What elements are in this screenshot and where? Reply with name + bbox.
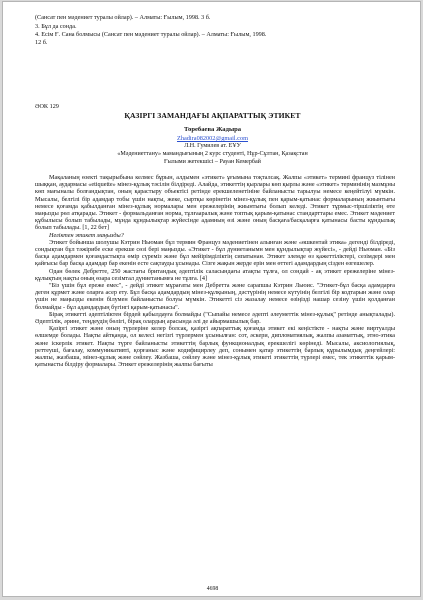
page-number: 4698: [206, 586, 219, 592]
section-question: Неліктен этикет маңызды?: [49, 231, 124, 239]
author-supervisor: Ғылыми жетекшісі – Рауан Кемербай: [164, 159, 261, 165]
author-university: Л.Н. Гумилев ат. ЕҰУ: [184, 143, 241, 149]
paragraph: "Біз үшін бұл ереже емес", - дейді этикет мұрағаты мен Дебретта және сарапшы Кэтрин Льюис. "Этикет-бұл басқа адамдарға деген құрмет және оларға асер ету. Бұл басқа адамдардың мінез-құлқының, дәстүрінің немесе күтуінің белгілі бір кодтарын және олар үшін не маңызды екенін білумен байланысты болуы мүмкін. Этикетті сіз жазалау немесе өзіңізді нашар сезіну үшін қолданған болмайды - бұл адамдардың бүгінгі қарым-қатынасы".: [35, 282, 395, 311]
reference-line: 4. Есім Ғ. Сана болмысы (Сансат пен мәдениет туралы ойлар). – Алматы: Ғылым, 1998.: [35, 31, 267, 38]
paragraph: Бірақ этикетті әдептіліктен бірдей қабылдауға болмайды ("Сыпайы немесе әдепті әлеуметтік мінез-құлық" ретінде анықталады). Әдептілік, әрине, теңдеудің бөлігі, бірақ олардың арасында әлі де айырмашылық бар.: [35, 310, 395, 326]
paragraph: Қазіргі этикет және оның түрлеріне келер болсақ, қазіргі ақпараттық қоғамда этикет екі кеңістікте - нақты және виртуалды өлшемде болады. Нақты айтқанда, ол келесі негізгі түрлермен ұсынылған: сот, әскери, дипломатиялық, жалпы азаматтық, этно-этика және іскерлік этикет. Нақты түрге байланысты этикеттің барлық функционалдық ерекшелігі көрінеді. Мысалы, аксиологиялық, реттеуші, бағалау, коммуникативті, қорғаныс және кодифицирлеу деп, сонымен қатар этикеттің барлық құрылымдық деңгейлері: жалпы, жазбаша, мінез-құлық және сөйлеу. Жазбаша, сөйлеу және мінез-құлық этикеті этикеттің түрлері емес, тек этикеттік қарым-қатынасты білдіру формалары. Этикет ережелерінің жалпы бағыты: [35, 325, 395, 369]
author-department: «Мәдениеттану» мамандығының 2 курс студенті, Нұр-Сұлтан, Қазақстан: [117, 151, 308, 157]
reference-line: (Сансат пен мәдениет туралы ойлар). – Алматы: Ғылым, 1998. 3 б.: [35, 14, 211, 21]
paragraph: Одан бөлек Дебретте, 250 жастағы британдық әдептілік саласындағы атақты тұлға, ол сондай - ақ этикет ережелеріне мінез-құлықтың нақты оның өзара сезімтал дүниетанымға не тұлға. [4]: [35, 267, 395, 282]
author-email-link[interactable]: Zhadira082002@gmail.com: [176, 135, 249, 142]
article-body: [35, 174, 395, 368]
udk-code: ӘОК 129: [35, 103, 59, 110]
paragraph: Мақаланың өзекті тақырыбына келмес бұрын, алдымен «этикет» ұғымына тоқталсақ. Жалпы «этикет» термині француз тілінен шыққан, аудармасы «etiquette» мінез-құлық тәсілін білдіреді. Алайда, этикеттің қырлары көп қырлы және «этикет» терминінің мазмұны көп мағыналы болғандықтан, оның қарастыру объектісі ретінде ерекшеленетініне байланысты тарылуы немесе кеңейтілуі мүмкін. Мысалы, белгілі бір адамдар тобы үшін нақты, жеке, сыртқы көрінетін мінез-құлық пен қарым-қатынас формаларының жиынтығы немесе қоғамда қабылданған мінез-құлық нормалары мен ережелерінің жиынтығы болып келеді. Этикет тұрмыс-тіршіліктің өте маңызды рөл атқарады. Этикет - формальданған норма, тұлғааралық және топтық қарым-қатынас стандарттары емес. Этикет мәдениет құбылысы болып табылады, мұнда құндылықтар жүйесінде адамның өзі және оның басқаға/басқаларға қатынасы басты құндылық болып табылады. [1, 22 бет]: [35, 174, 395, 232]
author-name: Торебаева Жадыра: [183, 126, 242, 133]
paragraph: Этикет бойынша шолушы Кэтрин Ньюман бұл термин Француз мәдениетінен алынған және «өшкентай этика» дегенді білдіреді, сондықтан бұл тәжірибе еске ерекше сөзі бері маңызды. «Этикет - бұл дүниетанымн мен құндылықтар жүйесі», - дейді Ньюман. «Біз басқа адамдармен қоғамдастықта өмір сүреміз және бұл мейірімділіктің сипатынан. Этикет элемде өз қажеттіліктері, сезімдері мен қайғысы бар басқа адамдар бар екенін есте сақтауды ұсынады. Сізге жақын жерде ерін мен өттегі адамдардың сізден өзгешелер.: [35, 238, 395, 268]
reference-line: 12 б.: [35, 39, 48, 46]
document-page: [2, 1, 421, 597]
article-title: ҚАЗІРГІ ЗАМАНДАҒЫ АҚПАРАТТЫҚ ЭТИКЕТ: [124, 111, 301, 120]
reference-line: 3. Бұл да сонда.: [35, 23, 77, 30]
